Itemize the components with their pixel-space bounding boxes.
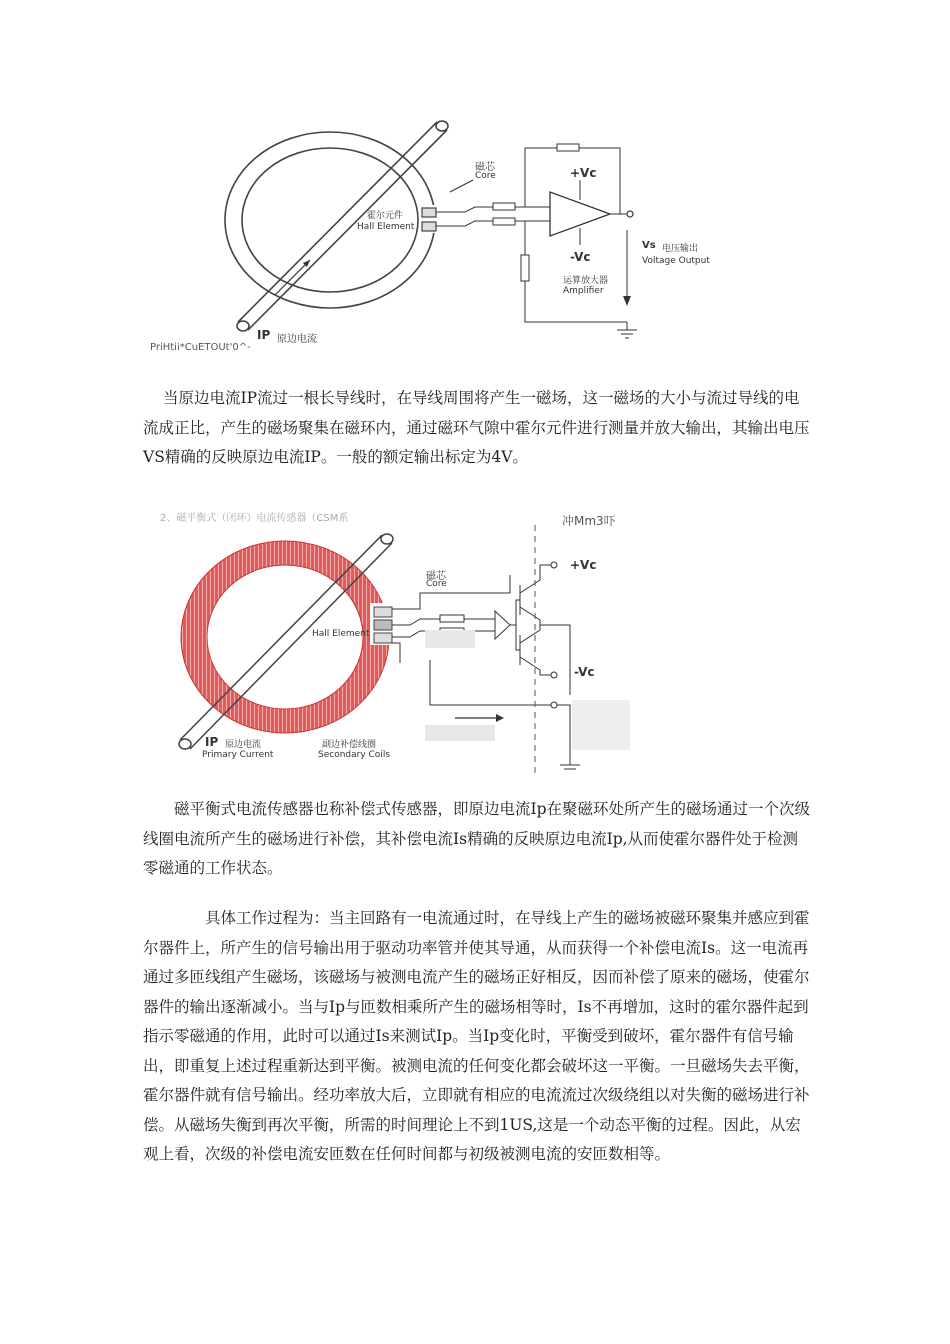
hall-label-cn: 霍尔元件: [367, 211, 404, 221]
figure-closed-loop-sensor: [170, 525, 640, 775]
core-label-cn: 磁芯: [475, 162, 495, 173]
vminus-label: -Vc: [570, 250, 591, 264]
secondary-coil-label-en: Secondary Coils: [318, 750, 391, 760]
open-loop-diagram: [145, 110, 665, 360]
vplus-label: +Vc: [570, 558, 597, 572]
paragraph-closed-loop-intro: 磁平衡式电流传感器也称补偿式传感器，即原边电流Ip在聚磁环处所产生的磁场通过一个次级线圈电流所产生的磁场进行补偿，其补偿电流Is精确的反映原边电流Ip,从而使霍尔器件处于检测零磁通的工作状态。: [143, 800, 811, 877]
core-label-en: Core: [426, 579, 447, 589]
figure-open-loop-sensor: [145, 110, 665, 360]
hall-label-en: Hall Element: [312, 629, 370, 639]
ip-label-cn: 原边电流: [225, 740, 262, 750]
core-label-cn: 磁芯: [426, 571, 446, 582]
paragraph-working-process: 具体工作过程为：当主回路有一电流通过时，在导线上产生的磁场被磁环聚集并感应到霍尔器件上，所产生的信号输出用于驱动功率管并使其导通，从而获得一个补偿电流Is。这一电流再通过多匝线组产生磁场，该磁场与被测电流产生的磁场正好相反，因而补偿了原来的磁场，使霍尔器件的输出逐渐减小。当与Ip与匝数相乘所产生的磁场相等时，Is不再增加，这时的霍尔器件起到指示零磁通的作用，此时可以通过Is来测试Ip。当Ip变化时，平衡受到破坏，霍尔器件有信号输出，即重复上述过程重新达到平衡。被测电流的任何变化都会破坏这一平衡。一旦磁场失去平衡，霍尔器件就有信号输出。经功率放大后，立即就有相应的电流流过次级绕组以对失衡的磁场进行补偿。从磁场失衡到再次平衡，所需的时间理论上不到1US,这是一个动态平衡的过程。因此，从宏观上看，次级的补偿电流安匝数在任何时间都与初级被测电流的安匝数相等。: [143, 909, 810, 1163]
ip-label: IP: [257, 328, 271, 342]
figure1-caption: PriHtii*CuETOUt'0^-: [150, 342, 251, 353]
ip-label-cn: 原边电流: [277, 334, 317, 345]
secondary-coil-label-cn: 副边补偿线圈: [322, 740, 377, 750]
amp-label-en: Amplifier: [563, 286, 604, 296]
amp-label-cn: 运算放大器: [563, 276, 609, 286]
vs-output-cn: 电压输出: [662, 244, 699, 254]
hall-label-en: Hall Element: [357, 222, 415, 232]
ip-label-en: Primary Current: [202, 750, 274, 760]
hall-element: [374, 607, 392, 643]
section-heading-closed-loop: 2、磁平衡式（闭环）电流传感器（CSM系: [160, 513, 349, 524]
heading-right-text: 冲Mm3吓: [562, 514, 616, 528]
ip-label: IP: [205, 735, 219, 749]
paragraph-open-loop: 当原边电流IP流过一根长导线时，在导线周围将产生一磁场，这一磁场的大小与流过导线的电流成正比，产生的磁场聚集在磁环内，通过磁环气隙中霍尔元件进行测量并放大输出，其输出电压VS精确的反映原边电流IP。一般的额定输出标定为4V。: [143, 389, 810, 466]
magnetic-core-ring: [225, 132, 435, 308]
core-label-en: Core: [475, 171, 496, 181]
vplus-label: +Vc: [570, 166, 597, 180]
primary-conductor: [237, 121, 448, 331]
vs-label: Vs: [642, 240, 656, 251]
vs-output-en: Voltage Output: [642, 256, 710, 266]
vminus-label: -Vc: [574, 665, 595, 679]
